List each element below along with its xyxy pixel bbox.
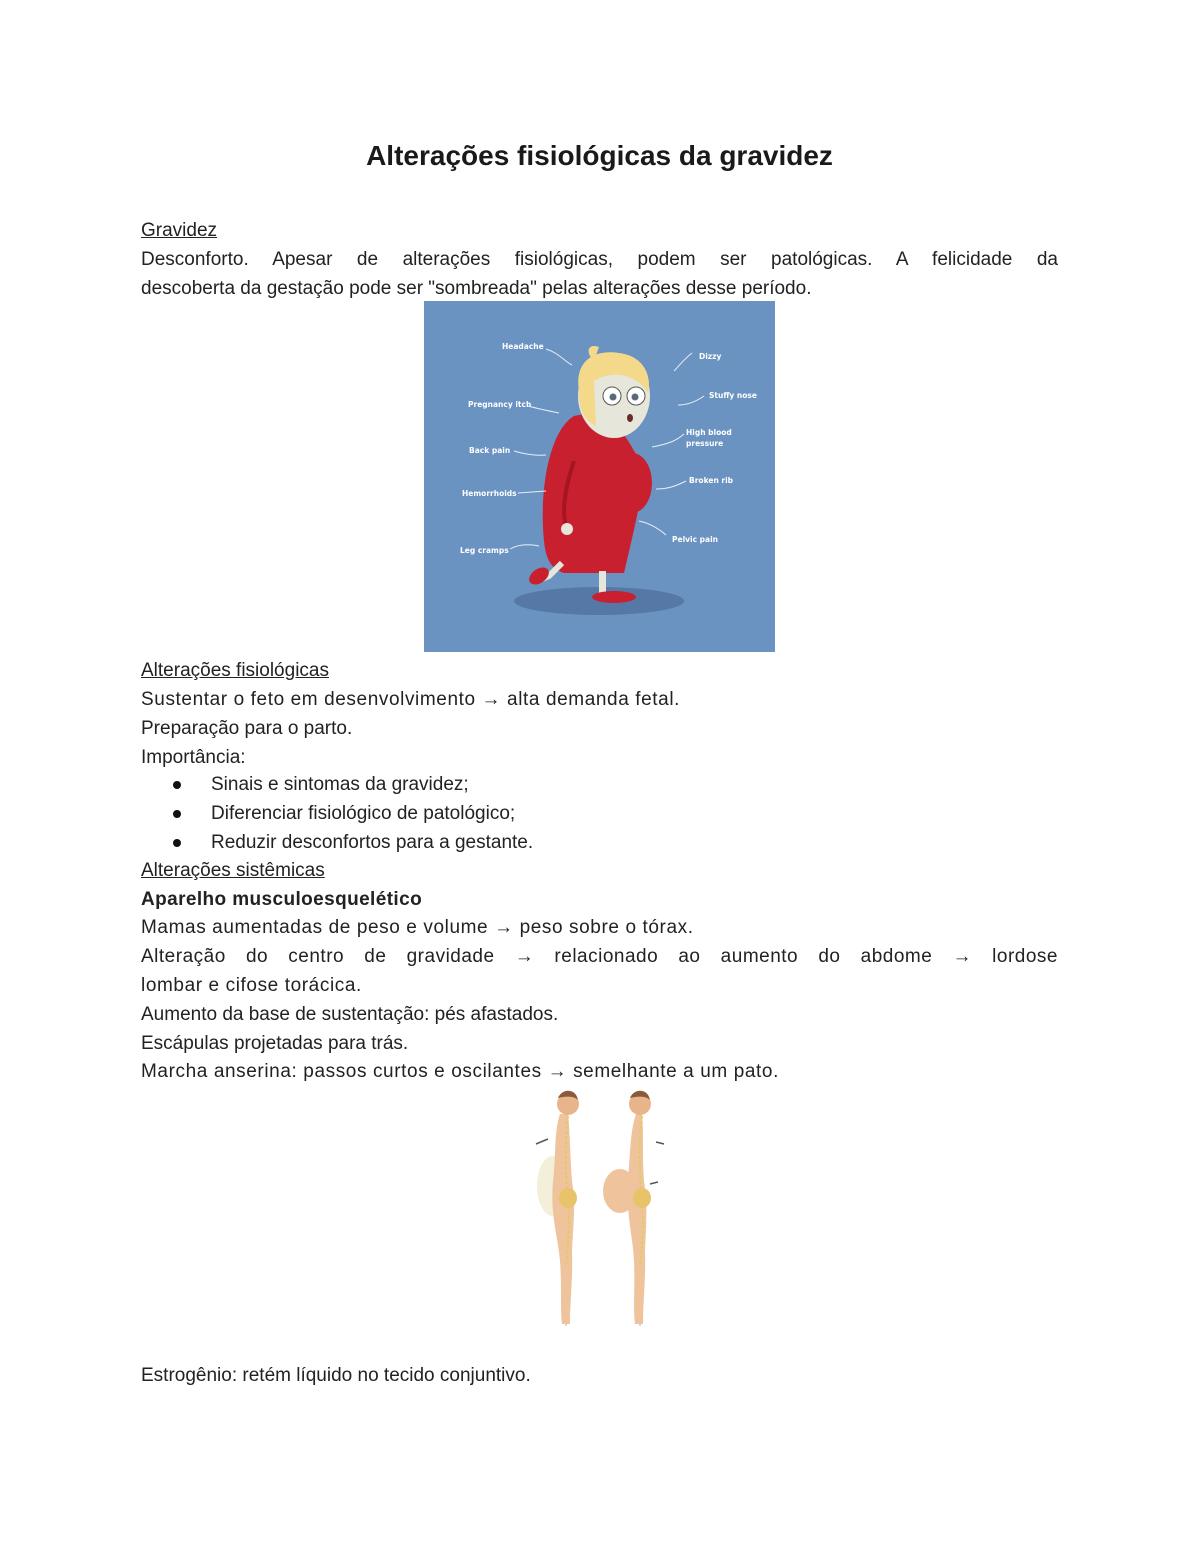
- label-pressure: pressure: [686, 439, 724, 448]
- importancia-list: [171, 770, 533, 857]
- paragraph-gravidez-line1: Desconforto. Apesar de alterações fisiológicas, podem ser patológicas. A felicidade da: [141, 249, 1058, 270]
- label-headache: Headache: [502, 342, 544, 351]
- musculo-line1: Mamas aumentadas de peso e volume → peso sobre o tórax.: [141, 917, 694, 938]
- musculo-line2a: Alteração do centro de gravidade → relacionado ao aumento do abdome → lordose: [141, 946, 1058, 967]
- label-pregnancy-itch: Pregnancy itch: [468, 400, 532, 409]
- musculo-line2b: lombar e cifose torácica.: [141, 975, 362, 996]
- list-item: Diferenciar fisiológico de patológico;: [171, 799, 533, 828]
- heading-alteracoes-fisiologicas: Alterações fisiológicas: [141, 660, 329, 681]
- musculo-line4: Escápulas projetadas para trás.: [141, 1033, 409, 1054]
- estrogenio-line: Estrogênio: retém líquido no tecido conjuntivo.: [141, 1365, 531, 1386]
- list-item: Reduzir desconfortos para a gestante.: [171, 828, 533, 857]
- label-high-blood: High blood: [686, 428, 732, 437]
- pregnancy-symptoms-svg: [424, 301, 775, 652]
- fisio-line3: Importância:: [141, 747, 246, 768]
- fisio-line2: Preparação para o parto.: [141, 718, 353, 739]
- musculo-line3: Aumento da base de sustentação: pés afastados.: [141, 1004, 559, 1025]
- label-hemorrhoids: Hemorrhoids: [462, 489, 517, 498]
- heading-gravidez: Gravidez: [141, 220, 218, 241]
- heading-aparelho-musculoesqueletico: Aparelho musculoesquelético: [141, 889, 423, 910]
- posture-svg: [518, 1086, 682, 1329]
- list-item: Sinais e sintomas da gravidez;: [171, 770, 533, 799]
- pregnancy-symptoms-illustration: [424, 301, 775, 652]
- label-broken-rib: Broken rib: [689, 476, 734, 485]
- label-pelvic-pain: Pelvic pain: [672, 535, 719, 544]
- label-back-pain: Back pain: [469, 446, 511, 455]
- fisio-line1: Sustentar o feto em desenvolvimento → alta demanda fetal.: [141, 689, 681, 710]
- heading-alteracoes-sistemicas: Alterações sistêmicas: [141, 860, 325, 881]
- page-title: Alterações fisiológicas da gravidez: [366, 140, 833, 171]
- label-dizzy: Dizzy: [699, 352, 722, 361]
- label-leg-cramps: Leg cramps: [460, 546, 509, 555]
- label-stuffy-nose: Stuffy nose: [709, 391, 757, 400]
- paragraph-gravidez-line2: descoberta da gestação pode ser "sombreada" pelas alterações desse período.: [141, 278, 812, 299]
- posture-comparison-illustration: [518, 1086, 682, 1329]
- musculo-line5: Marcha anserina: passos curtos e oscilantes → semelhante a um pato.: [141, 1061, 779, 1082]
